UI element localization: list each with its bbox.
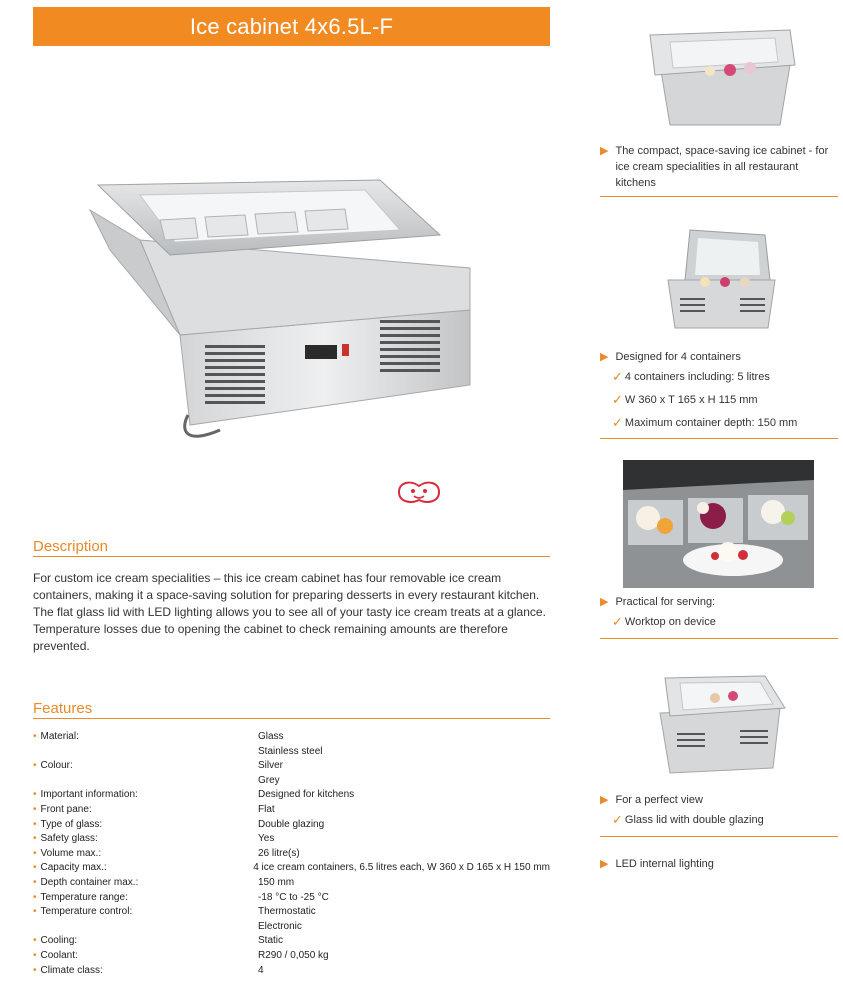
feature-row: • Important information: Designed for kitchens (33, 788, 550, 803)
feature-row: • Volume max.: 26 litre(s) (33, 847, 550, 862)
feature-row: • Colour: Silver Grey (33, 759, 550, 788)
feature-row: • Depth container max.: 150 mm (33, 876, 550, 891)
arrow-right-icon: ▶ (600, 351, 609, 363)
side-item-containers: ▶ Designed for 4 containers ✓ 4 containers including: 5 litres ✓ W 360 x T 165 x H 115 mm ✓ Maximum container depth: 150 mm (600, 351, 798, 430)
side-divider (600, 836, 838, 837)
arrow-right-icon: ▶ (600, 858, 609, 870)
feature-row: • Coolant: R290 / 0,050 kg (33, 949, 550, 964)
checkmark-icon: ✓ (612, 391, 623, 407)
feature-row: • Temperature range: -18 °C to -25 °C (33, 891, 550, 906)
feature-row: • Safety glass: Yes (33, 832, 550, 847)
checkmark-icon: ✓ (612, 368, 623, 384)
arrow-right-icon: ▶ (600, 596, 609, 608)
side-divider (600, 196, 838, 197)
ice-cream-cat-icon (393, 478, 445, 506)
product-image (80, 150, 510, 450)
checkmark-icon: ✓ (612, 811, 623, 827)
features-heading: Features (33, 700, 550, 719)
checkmark-icon: ✓ (612, 613, 623, 629)
feature-row: • Material: Glass Stainless steel (33, 730, 550, 759)
arrow-right-icon: ▶ (600, 794, 609, 806)
feature-row: • Temperature control: Thermostatic Electronic (33, 905, 550, 934)
feature-row: • Front pane: Flat (33, 803, 550, 818)
checkmark-icon: ✓ (612, 414, 623, 430)
side-divider (600, 638, 838, 639)
description-text: For custom ice cream specialities – this ice cream cabinet has four removable ice cream containers, making it a space-saving solution for preparing desserts in every restaurant kitchen. The flat glass lid with LED lighting allows you to see all of your tasty ice cream treats at a glance. Temperature losses due to opening the cabinet to check remaining amounts are therefore prevented. (33, 571, 546, 653)
side-item-compact: ▶ The compact, space-saving ice cabinet - for ice cream specialities in all restaurant kitchens (600, 145, 829, 189)
description-heading: Description (33, 538, 550, 557)
side-image-glass-lid (645, 668, 790, 778)
side-divider (600, 438, 838, 439)
side-item-serving: ▶ Practical for serving: ✓ Worktop on device (600, 596, 716, 629)
page-title: Ice cabinet 4x6.5L-F (33, 7, 550, 46)
features-list (33, 730, 550, 978)
side-image-ice-cream-serving (623, 460, 814, 588)
feature-row: • Cooling: Static (33, 934, 550, 949)
side-image-closed-cabinet (640, 20, 800, 135)
side-image-open-cabinet (660, 220, 780, 335)
feature-row: • Capacity max.: 4 ice cream containers, 6.5 litres each, W 360 x D 165 x H 150 mm (33, 861, 550, 876)
arrow-right-icon: ▶ (600, 145, 609, 157)
feature-row: • Type of glass: Double glazing (33, 818, 550, 833)
feature-row: • Climate class: 4 (33, 964, 550, 979)
side-item-perfect-view: ▶ For a perfect view ✓ Glass lid with double glazing (600, 794, 764, 827)
side-item-led: ▶ LED internal lighting (600, 858, 714, 870)
